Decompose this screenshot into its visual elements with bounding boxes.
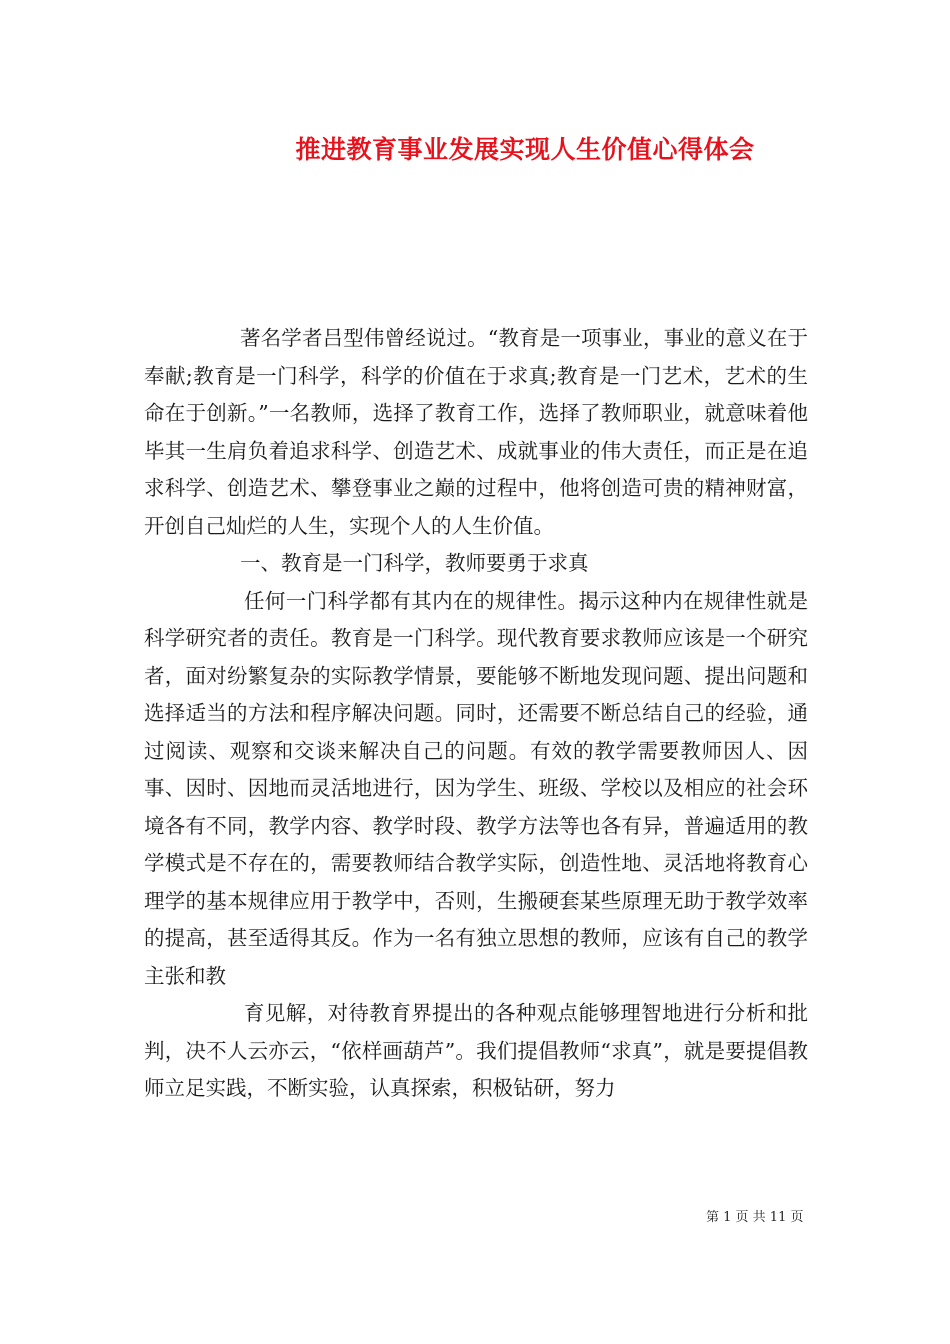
paragraph-continuation: 育见解，对待教育界提出的各种观点能够理智地进行分析和批判，决不人云亦云，“依样画葫芦”。我们提倡教师“求真”，就是要提倡教师立足实践，不断实验，认真探索，积极钻研，努力 <box>144 1001 808 1100</box>
section-heading-1: 一、教育是一门科学，教师要勇于求真 <box>240 551 589 575</box>
paragraph-section-1: 任何一门科学都有其内在的规律性。揭示这种内在规律性就是科学研究者的责任。教育是一门科学。现代教育要求教师应该是一个研究者，面对纷繁复杂的实际教学情景，要能够不断地发现问题、提出问题和选择适当的方法和程序解决问题。同时，还需要不断总结自己的经验，通过阅读、观察和交谈来解决自己的问题。有效的教学需要教师因人、因事、因时、因地而灵活地进行，因为学生、班级、学校以及相应的社会环境各有不同，教学内容、教学时段、教学方法等也各有异，普遍适用的教学模式是不存在的，需要教师结合教学实际，创造性地、灵活地将教育心理学的基本规律应用于教学中，否则，生搬硬套某些原理无助于教学效率的提高，甚至适得其反。作为一名有独立思想的教师，应该有自己的教学主张和教 <box>144 588 808 988</box>
document-body <box>144 320 808 1108</box>
paragraph-intro: 著名学者吕型伟曾经说过。“教育是一项事业，事业的意义在于奉献;教育是一门科学，科学的价值在于求真;教育是一门艺术，艺术的生命在于创新。”一名教师，选择了教育工作，选择了教师职业，就意味着他毕其一生肩负着追求科学、创造艺术、成就事业的伟大责任，而正是在追求科学、创造艺术、攀登事业之巅的过程中，他将创造可贵的精神财富，开创自己灿烂的人生，实现个人的人生价值。 <box>144 326 808 538</box>
document-title: 推进教育事业发展实现人生价值心得体会 <box>295 135 755 164</box>
page-number-footer: 第 1 页 共 11 页 <box>706 1210 804 1225</box>
